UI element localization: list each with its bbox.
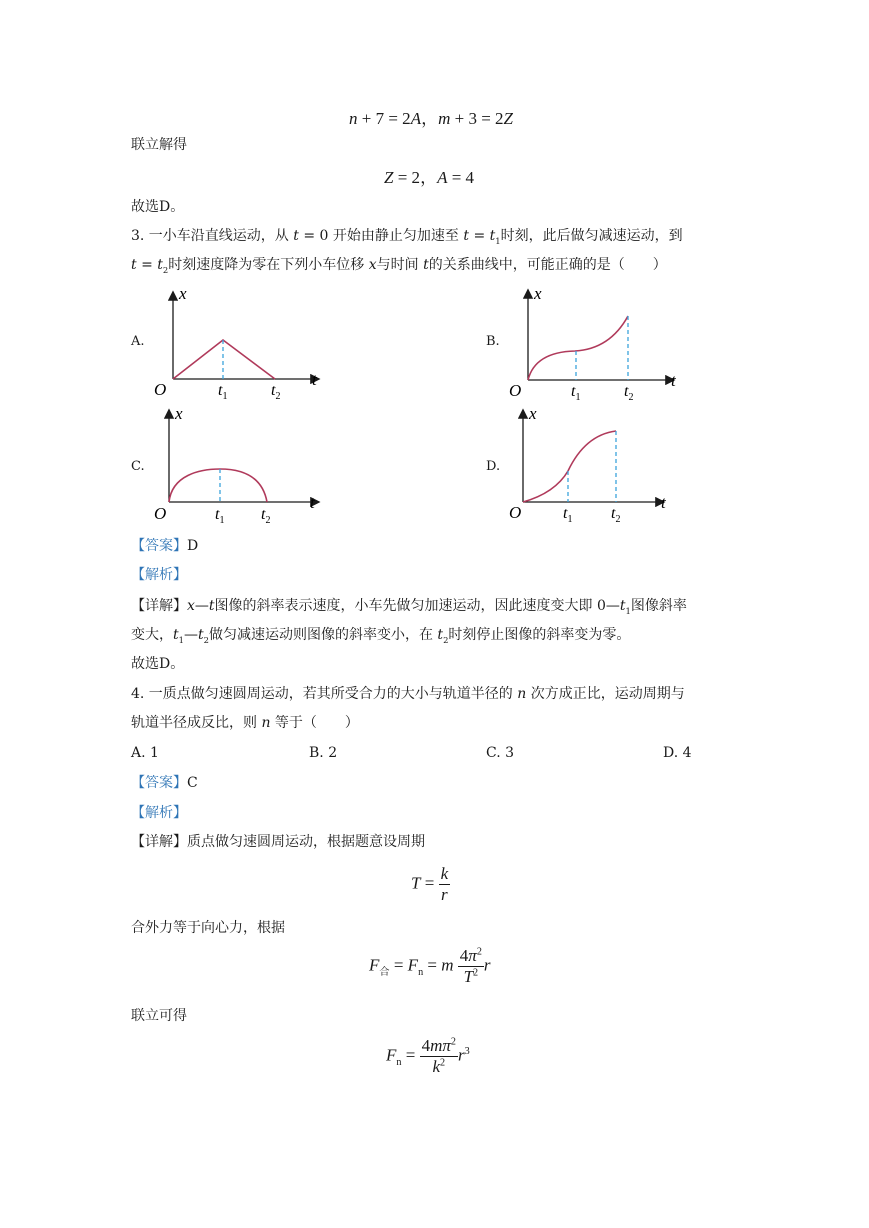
- question-3-line-1: 3. 一小车沿直线运动，从 t = 0 开始由静止匀加速至 $t = t_1$时刻，此后做匀减速运动，到: [131, 228, 683, 246]
- t2-label: $t_2$: [611, 505, 621, 525]
- question-4-line-1: 4. 一质点做匀速圆周运动，若其所受合力的大小与轨道半径的 n 次方成正比，运动周期与: [131, 686, 685, 702]
- question-3-line-2: $t = t_2$时刻速度降为零在下列小车位移 x与时间 t的关系曲线中，可能正确的是（ ）: [131, 257, 667, 275]
- origin-label: O: [154, 380, 167, 399]
- option-4-c[interactable]: C. 3: [486, 745, 515, 761]
- curve: [173, 340, 275, 379]
- graph-c[interactable]: [150, 405, 330, 530]
- text-lianli-2: 联立可得: [131, 1008, 187, 1024]
- t2-label: $t_2$: [261, 506, 271, 526]
- graph-b[interactable]: [505, 285, 685, 405]
- analysis-tag-4: 【解析】: [131, 805, 187, 821]
- x-axis-label: x: [534, 285, 542, 303]
- equation-conservation: n + 7 = 2A，m + 3 = 2Z: [349, 109, 514, 128]
- answer-3: 【答案】D: [131, 538, 199, 554]
- option-d-label[interactable]: D.: [486, 459, 501, 474]
- origin-label: O: [154, 504, 167, 523]
- t1-label: $t_1$: [218, 382, 228, 402]
- option-c-label[interactable]: C.: [131, 459, 145, 474]
- origin-label: O: [509, 503, 522, 522]
- text-hewaili: 合外力等于向心力，根据: [131, 920, 285, 936]
- question-4-line-2: 轨道半径成反比，则 n 等于（ ）: [131, 715, 359, 731]
- detail-3-line-2: 变大，$t_1—t_2$做匀减速运动则图像的斜率变小，在 $t_2$时刻停止图像的斜率变为零。: [131, 627, 631, 645]
- t2-label: $t_2$: [624, 383, 634, 403]
- graph-d[interactable]: [505, 405, 685, 530]
- x-axis-label: x: [529, 405, 537, 423]
- t-axis-label: t: [312, 370, 317, 389]
- x-axis-label: x: [179, 285, 187, 303]
- text-lianli: 联立解得: [131, 137, 187, 153]
- equation-result: Z = 2，A = 4: [384, 168, 475, 187]
- equation-fn-result: $F_n$ = $\frac{4m\pi^2}{k^2}$ $r^3$: [386, 1036, 470, 1076]
- t-axis-label: t: [310, 493, 315, 512]
- equation-period: T = $\frac{k}{r}$: [411, 864, 449, 904]
- option-4-b[interactable]: B. 2: [309, 745, 338, 761]
- option-4-d[interactable]: D. 4: [663, 745, 692, 761]
- answer-4: 【答案】C: [131, 775, 198, 791]
- option-b-label[interactable]: B.: [486, 334, 500, 349]
- t-axis-label: t: [671, 371, 676, 390]
- t1-label: $t_1$: [571, 383, 581, 403]
- curve: [169, 469, 267, 502]
- x-axis-label: x: [175, 405, 183, 423]
- text-guxuan-1: 故选D。: [131, 199, 185, 215]
- text-guxuan-2: 故选D。: [131, 656, 185, 672]
- curve: [523, 431, 616, 502]
- t-axis-label: t: [661, 493, 666, 512]
- detail-3-line-1: 【详解】x—t图像的斜率表示速度，小车先做匀加速运动，因此速度变大即 $0—t_1$图像斜率: [131, 598, 687, 616]
- option-4-a[interactable]: A. 1: [131, 745, 159, 761]
- detail-4: 【详解】质点做匀速圆周运动，根据题意设周期: [131, 834, 425, 850]
- t2-label: $t_2$: [271, 382, 281, 402]
- graph-a[interactable]: [150, 285, 330, 405]
- equation-force: $F_合 = F_n = m$ $\frac{4\pi^2}{T^2}$ r: [369, 946, 491, 986]
- analysis-tag-3: 【解析】: [131, 567, 187, 583]
- t1-label: $t_1$: [215, 506, 225, 526]
- t1-label: $t_1$: [563, 505, 573, 525]
- origin-label: O: [509, 381, 522, 400]
- curve: [528, 316, 628, 380]
- option-a-label[interactable]: A.: [131, 334, 145, 349]
